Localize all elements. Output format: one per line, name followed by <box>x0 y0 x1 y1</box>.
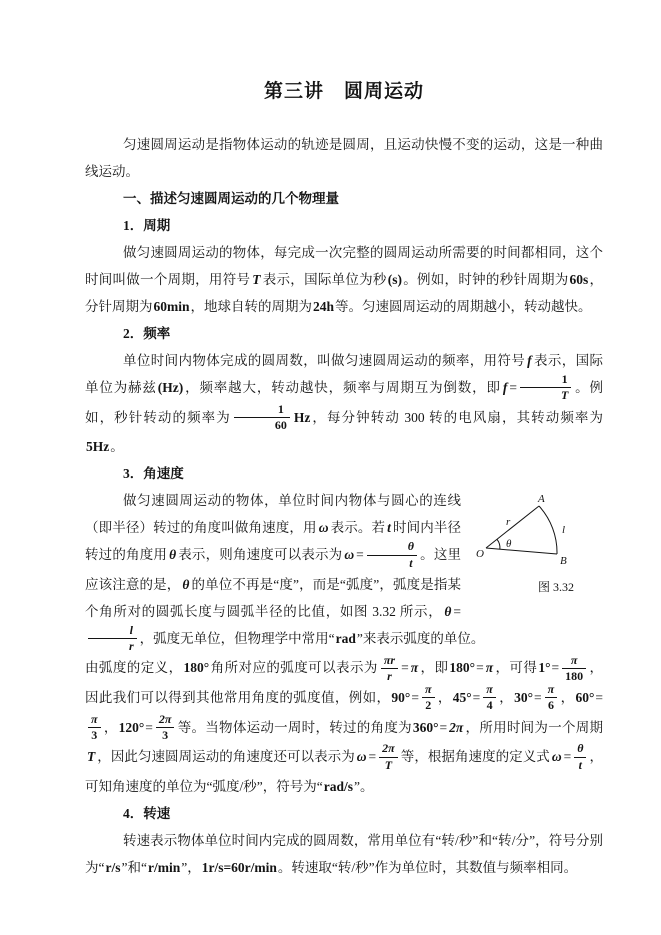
text-run: 等。当物体运动一周时，转过的角度为 <box>177 719 412 735</box>
math-bold: 180° <box>449 660 476 676</box>
label-arc-l: l <box>562 524 566 537</box>
text-run: 。 <box>110 439 124 455</box>
radius-line-oa <box>486 506 539 551</box>
label-radius-r: r <box>506 516 511 529</box>
text-run: ， <box>437 689 452 705</box>
text-run: = <box>551 660 560 676</box>
text-run: 做匀速圆周运动的物体，每完成一次完整的圆周运动所需要的时间都相同，这个时间叫做一个周期，用符号 <box>85 245 603 287</box>
text-run: ，可知角速度的单位为“弧度/秒”，符号为“ <box>85 749 604 794</box>
subsection-heading: 4．转速 <box>123 805 171 821</box>
text-run: ”， <box>181 859 201 875</box>
text-run: 转速表示物体单位时间内完成的圆周数，常用单位有“转/秒”和“转/分”，符号分别为“ <box>85 832 603 875</box>
fraction-numerator: 2π <box>156 713 175 728</box>
fraction-denominator: 180 <box>565 668 584 683</box>
math-bold: r/s <box>105 859 121 875</box>
text-run: 。这里应该注意的是， <box>85 547 462 592</box>
math-variable: t <box>387 520 391 536</box>
text-run: ”和“ <box>121 859 147 875</box>
math-variable: f <box>502 380 508 395</box>
inline-fraction <box>422 683 435 712</box>
fraction-denominator: 2 <box>425 698 432 713</box>
text-run: = <box>145 719 153 735</box>
inline-fraction <box>88 624 137 653</box>
math-bold: 1r/s=60r/min <box>201 859 277 875</box>
fraction-denominator: 6 <box>547 698 554 713</box>
inline-fraction <box>367 540 417 569</box>
math-variable: ω <box>344 547 355 563</box>
text-run: = <box>368 749 377 765</box>
math-bold: 1° <box>538 660 551 676</box>
text-run: 做匀速圆周运动的物体，单位时间内物体与圆心的连线（即半径）转过的角度叫做角速度，用 <box>85 493 461 536</box>
text-run: = <box>401 660 409 676</box>
math-bold: r/min <box>147 859 181 875</box>
text-run: ，弧度无单位，但物理学中常用“ <box>139 630 335 646</box>
subsection-heading: 2．频率 <box>123 326 171 341</box>
subsection-heading: 3．角速度 <box>123 466 184 482</box>
label-point-a: A <box>538 493 545 506</box>
text-run: ”。 <box>354 778 374 794</box>
fraction-numerator: 2π <box>379 742 398 757</box>
sector-diagram <box>476 491 598 571</box>
inline-fraction <box>574 742 586 771</box>
math-variable: f <box>527 353 532 368</box>
text-run: = <box>439 719 448 735</box>
inline-fraction <box>545 683 558 712</box>
text-run: ，分针周期为 <box>85 272 604 314</box>
inline-fraction <box>520 373 571 402</box>
paragraph <box>85 131 603 185</box>
text-run: 。转速取“转/秒”作为单位时，其数值与频率相同。 <box>277 859 578 875</box>
fraction-numerator: θ <box>574 742 586 757</box>
fraction-numerator: π <box>483 683 496 698</box>
radius-line-ob <box>486 548 557 554</box>
math-variable: 2π <box>449 719 464 735</box>
inline-fraction <box>483 683 496 712</box>
fraction-numerator: πr <box>381 654 398 669</box>
fraction-numerator: 1 <box>234 403 290 418</box>
text-run: = <box>476 660 484 676</box>
fraction-denominator: 4 <box>486 698 493 713</box>
fraction-denominator: r <box>387 668 392 683</box>
fraction-denominator: 60 <box>274 418 287 432</box>
text-run: ，所用时间为一个周期 <box>465 719 604 735</box>
math-variable: T <box>252 272 261 287</box>
text-run: = <box>453 603 461 619</box>
text-run: = <box>563 749 572 765</box>
text-run: = <box>534 689 542 705</box>
text-run: 表示。若 <box>330 520 386 536</box>
math-variable: ω <box>318 520 329 536</box>
text-run: ， <box>560 689 575 705</box>
fraction-numerator: l <box>88 624 137 639</box>
text-run: 表示，国际单位为秒 <box>262 272 387 287</box>
math-bold: Hz <box>293 409 311 425</box>
text-run: ，频率越大，转动越快，频率与周期互为倒数，即 <box>184 380 501 395</box>
text-run: ， <box>103 719 118 735</box>
fraction-denominator: t <box>409 555 413 570</box>
fraction-numerator: π <box>545 683 558 698</box>
section-heading: 一、描述匀速圆周运动的几个物理量 <box>123 191 339 206</box>
fraction-numerator: 1 <box>520 373 571 388</box>
paragraph <box>85 654 603 799</box>
math-bold: rad <box>335 630 356 646</box>
text-run: = <box>356 547 364 563</box>
text-run: ”来表示弧度的单位。 <box>356 630 485 646</box>
inline-fraction <box>379 742 398 771</box>
math-variable: T <box>87 749 96 765</box>
inline-fraction <box>234 403 290 432</box>
arc-ab <box>539 506 557 554</box>
inline-fraction <box>562 654 586 683</box>
math-bold: 90° <box>391 689 411 705</box>
math-variable: θ <box>169 547 177 563</box>
math-variable: π <box>410 660 419 676</box>
page-title: 第三讲 圆周运动 <box>263 81 424 102</box>
fraction-numerator: π <box>562 654 586 669</box>
fraction-denominator: r <box>129 639 134 654</box>
label-point-b: B <box>560 555 567 568</box>
paragraph <box>85 827 603 881</box>
math-bold: 120° <box>118 719 145 735</box>
fraction-denominator: T <box>560 388 569 403</box>
text-run: 匀速圆周运动是指物体运动的轨迹是圆周，且运动快慢不变的运动，这是一种曲线运动。 <box>85 137 603 179</box>
fraction-numerator: θ <box>367 540 417 555</box>
text-run: 单位时间内物体完成的圆周数，叫做匀速圆周运动的频率，用符号 <box>123 353 526 368</box>
fraction-numerator: π <box>422 683 435 698</box>
text-run: 。例如，时钟的秒针周期为 <box>402 272 569 287</box>
text-run: ，可得 <box>495 660 538 676</box>
fraction-denominator: t <box>578 757 582 772</box>
math-variable: θ <box>182 576 190 592</box>
label-angle-theta: θ <box>506 538 512 551</box>
math-bold: 24h <box>313 299 335 314</box>
math-bold: 180° <box>183 660 210 676</box>
math-variable: ω <box>356 749 367 765</box>
math-bold: 360° <box>412 719 439 735</box>
fraction-numerator: π <box>88 713 101 728</box>
text-run: 表示，则角速度可以表示为 <box>178 547 343 563</box>
text-run: ，地球自转的周期为 <box>190 299 313 314</box>
math-bold: 5Hz <box>86 439 110 455</box>
text-run: = <box>472 689 481 705</box>
inline-fraction <box>88 713 101 742</box>
fraction-denominator: 3 <box>162 727 169 742</box>
subsection-heading: 1．周期 <box>123 218 171 233</box>
math-bold: 60° <box>575 689 595 705</box>
math-bold: 30° <box>514 689 534 705</box>
fraction-denominator: T <box>384 757 393 772</box>
text-run: 表示，国际单位为赫兹 <box>85 353 604 395</box>
text-run: 的单位不再是“度”，而是“弧度”，弧度是指某个角所对的圆弧长度与圆弧半径的比值，如图 3.32 所示， <box>85 576 462 619</box>
paragraph <box>85 487 603 654</box>
text-run: 等。匀速圆周运动的周期越小，转动越快。 <box>335 299 592 314</box>
paragraph <box>85 347 603 460</box>
fraction-denominator: 3 <box>91 727 98 742</box>
inline-fraction <box>381 654 398 683</box>
math-variable: θ <box>444 603 452 619</box>
figure-3-32 <box>471 491 603 601</box>
paragraph <box>85 239 603 320</box>
inline-fraction <box>156 713 175 742</box>
math-bold: (s) <box>387 272 402 287</box>
document-body <box>85 131 603 881</box>
text-run: 由弧度的定义， <box>85 660 183 676</box>
math-bold: 60s <box>569 272 589 287</box>
text-run: = <box>509 380 517 395</box>
math-variable: ω <box>551 749 562 765</box>
text-run: ， <box>498 689 514 705</box>
text-run: ，因此我们可以得到其他常用角度的弧度值，例如， <box>85 660 604 705</box>
figure-caption: 图 3.32 <box>537 580 574 595</box>
text-run: 。例如，秒针转动的频率为 <box>85 380 604 425</box>
text-run: ，因此匀速圆周运动的角速度还可以表示为 <box>97 749 355 765</box>
math-bold: rad/s <box>323 778 353 794</box>
text-run: 时间内半径转过的角度用 <box>85 520 462 563</box>
text-run: = <box>595 689 604 705</box>
math-bold: 60min <box>153 299 190 314</box>
math-variable: π <box>485 660 494 676</box>
text-run: 角所对应的弧度可以表示为 <box>210 660 378 676</box>
text-run: 等，根据角速度的定义式 <box>400 749 550 765</box>
label-vertex-o: O <box>476 548 484 561</box>
text-run: ，即 <box>420 660 449 676</box>
math-bold: 45° <box>452 689 472 705</box>
text-run: = <box>411 689 419 705</box>
angle-arc <box>497 539 500 549</box>
text-run: ，每分钟转动 300 转的电风扇，其转动频率为 <box>311 409 604 425</box>
math-bold: (Hz) <box>157 380 184 395</box>
